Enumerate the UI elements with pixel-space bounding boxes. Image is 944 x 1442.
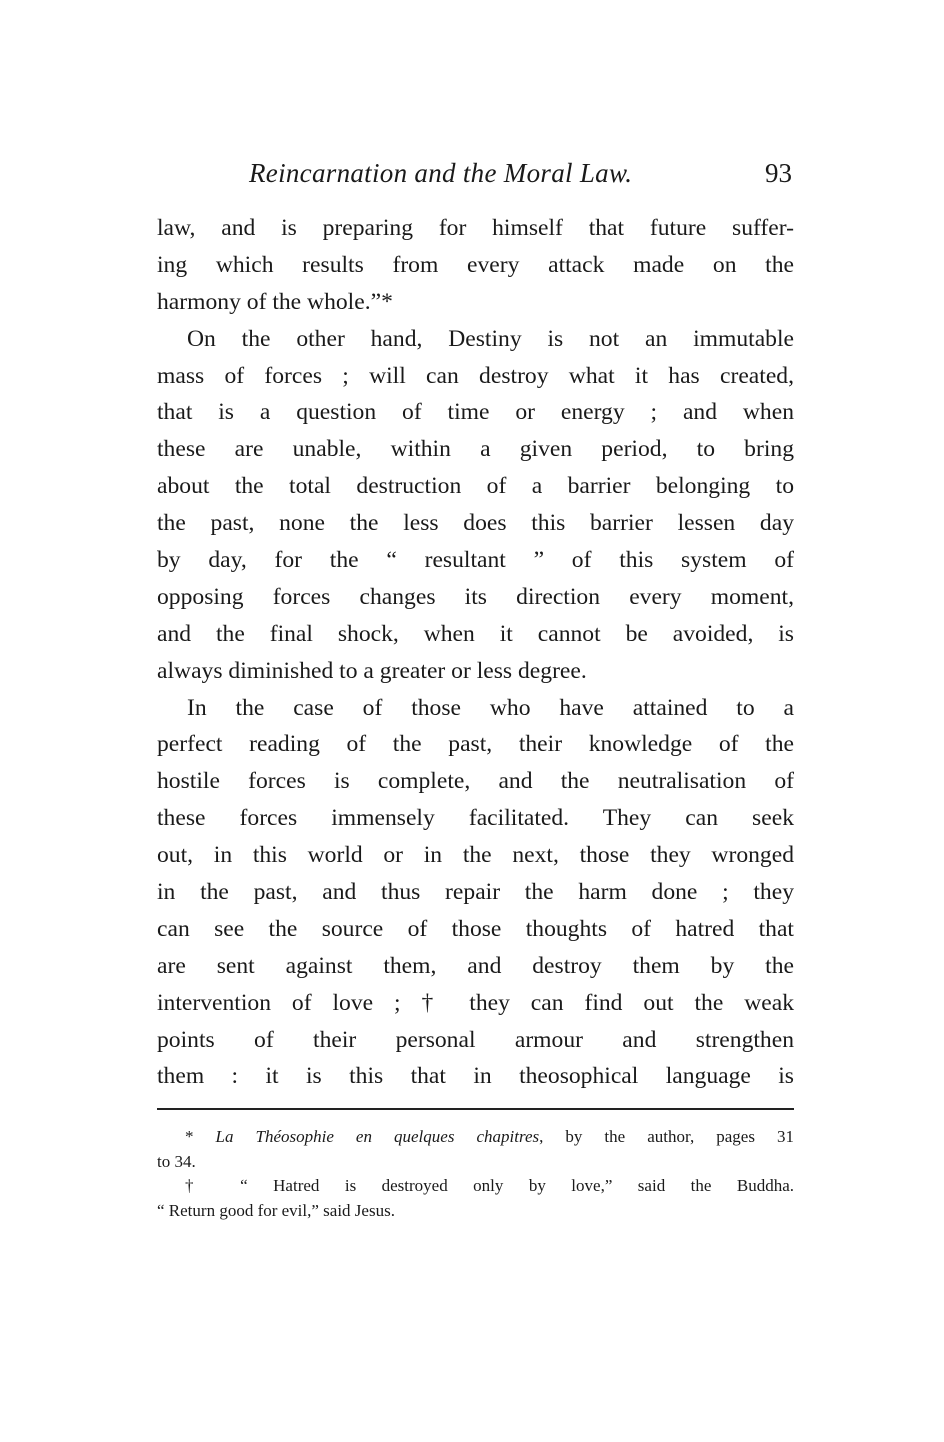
text-line: On the other hand, Destiny is not an immutable	[187, 325, 794, 352]
footnote-line: to 34.	[157, 1151, 196, 1171]
text-line: and the final shock, when it cannot be avoided, is	[157, 620, 794, 647]
text-line: law, and is preparing for himself that future suffer-	[157, 215, 794, 241]
text-line: mass of forces ; will can destroy what it has created,	[157, 362, 794, 389]
footnote-text: , by the author, pages 31	[539, 1127, 794, 1146]
footnote-cited-title: La Théosophie en quelques chapitres	[215, 1127, 540, 1146]
body-text	[157, 210, 794, 1095]
footnote-line	[157, 1125, 794, 1150]
text-line: in the past, and thus repair the harm done ; they	[157, 879, 794, 906]
footnote-line	[157, 1174, 794, 1199]
text-line: opposing forces changes its direction every moment,	[157, 583, 794, 610]
text-line: that is a question of time or energy ; and when	[157, 399, 794, 426]
text-line: harmony of the whole.”*	[157, 288, 393, 315]
text-line: hostile forces is complete, and the neutralisation of	[157, 768, 794, 795]
text-line: In the case of those who have attained to a	[187, 694, 794, 721]
paragraph-3	[157, 690, 794, 1096]
footnote-marker: †	[185, 1176, 215, 1195]
text-line: by day, for the “ resultant ” of this system of	[157, 547, 794, 574]
footnote-divider	[157, 1108, 794, 1110]
paragraph-2	[157, 321, 794, 690]
footnote-1	[157, 1125, 794, 1174]
text-line: these are unable, within a given period, to bring	[157, 436, 794, 463]
footnotes	[157, 1125, 794, 1223]
text-line: are sent against them, and destroy them by the	[157, 952, 794, 979]
book-page	[157, 150, 794, 1095]
text-line: these forces immensely facilitated. They can seek	[157, 805, 794, 832]
text-line: about the total destruction of a barrier belonging to	[157, 473, 794, 500]
footnote-2	[157, 1174, 794, 1223]
running-head	[157, 150, 794, 196]
text-line: intervention of love ; † they can find out the weak	[157, 989, 794, 1016]
footnote-marker: *	[185, 1127, 194, 1146]
text-line: perfect reading of the past, their knowledge of the	[157, 731, 794, 758]
paragraph-1	[157, 210, 794, 321]
footnote-line: “ Return good for evil,” said Jesus.	[157, 1200, 395, 1220]
text-line: points of their personal armour and strengthen	[157, 1026, 794, 1053]
footnote-text: “ Hatred is destroyed only by love,” said the Buddha.	[240, 1176, 794, 1195]
text-line: ing which results from every attack made on the	[157, 251, 794, 278]
text-line: them : it is this that in theosophical language is	[157, 1063, 794, 1090]
text-line: always diminished to a greater or less degree.	[157, 657, 587, 684]
text-line: can see the source of those thoughts of hatred that	[157, 915, 794, 942]
running-title: Reincarnation and the Moral Law.	[249, 158, 633, 188]
text-line: out, in this world or in the next, those they wronged	[157, 842, 794, 869]
page-number: 93	[765, 158, 792, 188]
text-line: the past, none the less does this barrier lessen day	[157, 510, 794, 537]
